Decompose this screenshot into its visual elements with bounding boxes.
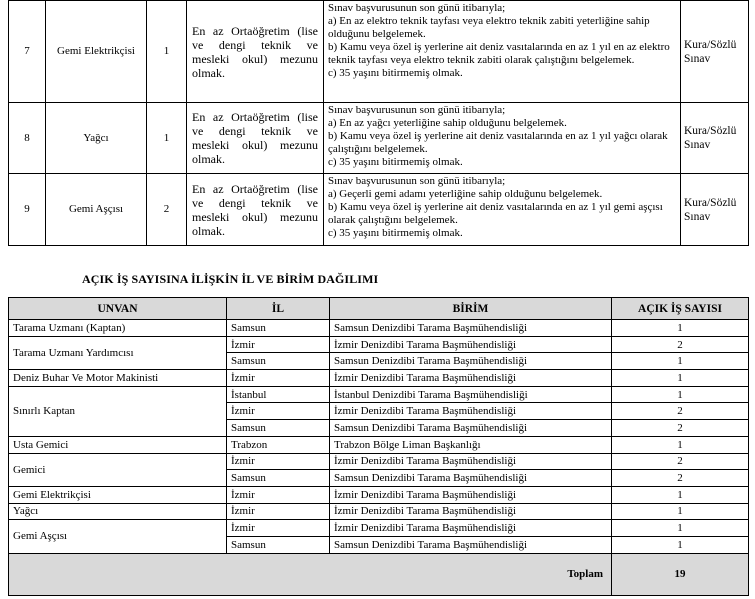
exam-type: Kura/Sözlü Sınav <box>681 1 749 103</box>
birim-cell: İstanbul Denizdibi Tarama Başmühendisliği <box>330 386 612 403</box>
exam-type: Kura/Sözlü Sınav <box>681 174 749 246</box>
education-requirement: En az Ortaöğretim (lise ve dengi teknik ve mesleki okul) mezunu olmak. <box>187 103 324 174</box>
birim-cell: Samsun Denizdibi Tarama Başmühendisliği <box>330 320 612 337</box>
position-count: 1 <box>147 1 187 103</box>
distribution-row <box>9 320 749 337</box>
distribution-heading: AÇIK İŞ SAYISINA İLİŞKİN İL VE BİRİM DAĞILIMI <box>82 272 379 286</box>
il-cell: Samsun <box>227 470 330 487</box>
row-number: 7 <box>9 1 46 103</box>
unvan-cell: Gemi Aşçısı <box>9 520 227 553</box>
il-cell: Trabzon <box>227 436 330 453</box>
distribution-header-row <box>9 298 749 320</box>
birim-cell: İzmir Denizdibi Tarama Başmühendisliği <box>330 503 612 520</box>
count-cell: 2 <box>612 470 749 487</box>
distribution-row <box>9 386 749 403</box>
unvan-cell: Usta Gemici <box>9 436 227 453</box>
condition-line: a) Geçerli gemi adamı yeterliğine sahip olduğunu belgelemek. <box>328 188 603 200</box>
position-count: 2 <box>147 174 187 246</box>
il-cell: İzmir <box>227 453 330 470</box>
birim-cell: İzmir Denizdibi Tarama Başmühendisliği <box>330 453 612 470</box>
il-cell: Samsun <box>227 420 330 437</box>
condition-line: Sınav başvurusunun son günü itibarıyla; <box>328 175 506 187</box>
count-cell: 1 <box>612 386 749 403</box>
distribution-row <box>9 370 749 387</box>
unvan-cell: Sınırlı Kaptan <box>9 386 227 436</box>
birim-cell: Trabzon Bölge Liman Başkanlığı <box>330 436 612 453</box>
conditions-cell <box>324 174 681 246</box>
unvan-cell: Tarama Uzmanı Yardımcısı <box>9 336 227 369</box>
distribution-row <box>9 436 749 453</box>
condition-line: Sınav başvurusunun son günü itibarıyla; <box>328 2 506 14</box>
count-cell: 2 <box>612 336 749 353</box>
total-value: 19 <box>612 553 749 595</box>
count-cell: 1 <box>612 520 749 537</box>
count-cell: 1 <box>612 320 749 337</box>
criteria-row <box>9 174 749 246</box>
header-acik-is-sayisi: AÇIK İŞ SAYISI <box>612 298 749 320</box>
count-cell: 1 <box>612 536 749 553</box>
count-cell: 2 <box>612 403 749 420</box>
criteria-row <box>9 1 749 103</box>
il-cell: İzmir <box>227 403 330 420</box>
condition-line: c) 35 yaşını bitirmemiş olmak. <box>328 227 463 239</box>
count-cell: 1 <box>612 486 749 503</box>
position-count: 1 <box>147 103 187 174</box>
count-cell: 1 <box>612 503 749 520</box>
condition-line: Sınav başvurusunun son günü itibarıyla; <box>328 104 506 116</box>
count-cell: 1 <box>612 353 749 370</box>
distribution-table <box>8 297 749 596</box>
il-cell: Samsun <box>227 353 330 370</box>
birim-cell: İzmir Denizdibi Tarama Başmühendisliği <box>330 520 612 537</box>
condition-line: a) En az yağcı yeterliğine sahip olduğunu belgelemek. <box>328 117 567 129</box>
position-title: Gemi Aşçısı <box>46 174 147 246</box>
unvan-cell: Tarama Uzmanı (Kaptan) <box>9 320 227 337</box>
birim-cell: Samsun Denizdibi Tarama Başmühendisliği <box>330 470 612 487</box>
criteria-row <box>9 103 749 174</box>
education-requirement: En az Ortaöğretim (lise ve dengi teknik ve mesleki okul) mezunu olmak. <box>187 1 324 103</box>
il-cell: İzmir <box>227 520 330 537</box>
header-birim: BİRİM <box>330 298 612 320</box>
il-cell: Samsun <box>227 536 330 553</box>
condition-line: b) Kamu veya özel iş yerlerine ait deniz vasıtalarında en az 1 yıl gemi aşçısı olarak çalıştığını belgelemek. <box>328 201 663 226</box>
birim-cell: İzmir Denizdibi Tarama Başmühendisliği <box>330 370 612 387</box>
il-cell: Samsun <box>227 320 330 337</box>
count-cell: 2 <box>612 420 749 437</box>
condition-line: c) 35 yaşını bitirmemiş olmak. <box>328 156 463 168</box>
count-cell: 1 <box>612 436 749 453</box>
birim-cell: Samsun Denizdibi Tarama Başmühendisliği <box>330 353 612 370</box>
position-title: Yağcı <box>46 103 147 174</box>
row-number: 8 <box>9 103 46 174</box>
distribution-row <box>9 486 749 503</box>
unvan-cell: Gemi Elektrikçisi <box>9 486 227 503</box>
birim-cell: İzmir Denizdibi Tarama Başmühendisliği <box>330 403 612 420</box>
birim-cell: İzmir Denizdibi Tarama Başmühendisliği <box>330 486 612 503</box>
exam-type: Kura/Sözlü Sınav <box>681 103 749 174</box>
unvan-cell: Yağcı <box>9 503 227 520</box>
position-criteria-table <box>8 0 749 246</box>
birim-cell: İzmir Denizdibi Tarama Başmühendisliği <box>330 336 612 353</box>
il-cell: İstanbul <box>227 386 330 403</box>
conditions-cell <box>324 1 681 103</box>
conditions-cell <box>324 103 681 174</box>
unvan-cell: Deniz Buhar Ve Motor Makinisti <box>9 370 227 387</box>
distribution-body <box>9 320 749 554</box>
il-cell: İzmir <box>227 336 330 353</box>
condition-line: b) Kamu veya özel iş yerlerine ait deniz vasıtalarında en az 1 yıl yağcı olarak çalıştığını belgelemek. <box>328 130 668 155</box>
position-title: Gemi Elektrikçisi <box>46 1 147 103</box>
birim-cell: Samsun Denizdibi Tarama Başmühendisliği <box>330 536 612 553</box>
distribution-row <box>9 453 749 470</box>
condition-line: b) Kamu veya özel iş yerlerine ait deniz vasıtalarında en az 1 yıl en az elektro teknik tayfası veya elektro teknik zabiti olarak çalıştığını belgelemek. <box>328 41 670 66</box>
distribution-row <box>9 520 749 537</box>
education-requirement: En az Ortaöğretim (lise ve dengi teknik ve mesleki okul) mezunu olmak. <box>187 174 324 246</box>
condition-line: a) En az elektro teknik tayfası veya elektro teknik zabiti yeterliğine sahip olduğunu belgelemek. <box>328 15 650 40</box>
distribution-row <box>9 503 749 520</box>
unvan-cell: Gemici <box>9 453 227 486</box>
distribution-row <box>9 336 749 353</box>
condition-line: c) 35 yaşını bitirmemiş olmak. <box>328 67 463 79</box>
il-cell: İzmir <box>227 503 330 520</box>
il-cell: İzmir <box>227 486 330 503</box>
count-cell: 1 <box>612 370 749 387</box>
header-il: İL <box>227 298 330 320</box>
header-unvan: UNVAN <box>9 298 227 320</box>
total-label: Toplam <box>9 553 612 595</box>
il-cell: İzmir <box>227 370 330 387</box>
row-number: 9 <box>9 174 46 246</box>
birim-cell: Samsun Denizdibi Tarama Başmühendisliği <box>330 420 612 437</box>
total-row <box>9 553 749 595</box>
count-cell: 2 <box>612 453 749 470</box>
